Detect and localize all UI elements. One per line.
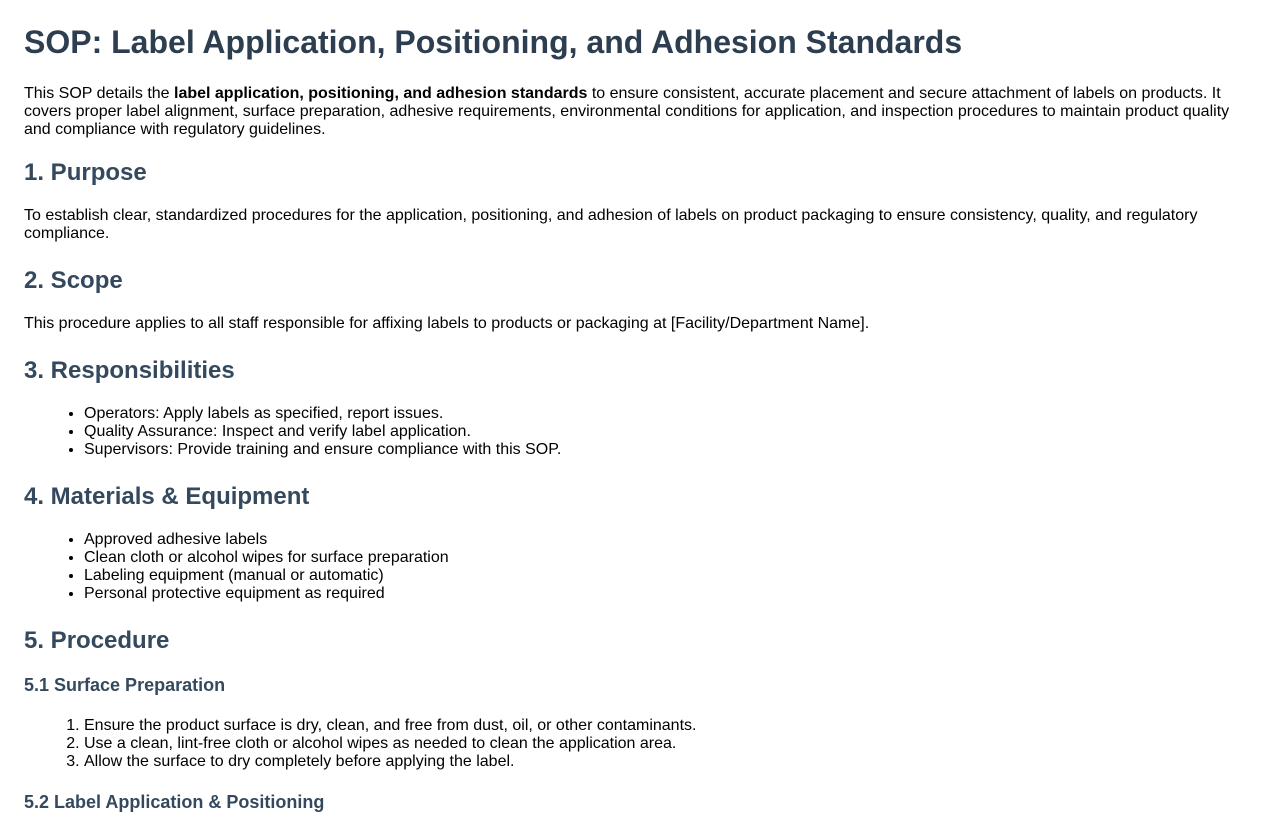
responsibilities-list [24,405,1239,459]
list-item: • Supervisors: Provide training and ensure compliance with this SOP. [84,441,1239,459]
intro-emphasis: label application, positioning, and adhesion standards [174,85,588,102]
scope-text: This procedure applies to all staff responsible for affixing labels to products or packaging at [Facility/Department Name]. [24,315,870,332]
purpose-text: To establish clear, standardized procedures for the application, positioning, and adhesion of labels on product packaging to ensure consistency, quality, and regulatory compliance. [24,207,1198,242]
list-item: • Operators: Apply labels as specified, report issues. [84,405,1239,423]
page-title: SOP: Label Application, Positioning, and Adhesion Standards [24,24,963,60]
intro-paragraph [24,85,1239,139]
intro-text-after: to ensure consistent, accurate placement and secure attachment of labels on products. It covers proper label alignment, surface preparation, adhesive requirements, environmental conditions for application, and inspection procedures to maintain product quality and compliance with regulatory guidelines. [24,85,1230,138]
materials-list [24,531,1239,603]
section-heading-responsibilities: 3. Responsibilities [24,357,235,384]
list-item: • Clean cloth or alcohol wipes for surface preparation [84,549,1239,567]
list-item: 2. Use a clean, lint-free cloth or alcohol wipes as needed to clean the application area. [84,735,1239,753]
sop-document [0,24,1263,813]
intro-text-before: This SOP details the [24,85,174,102]
list-item: 1. Ensure the product surface is dry, clean, and free from dust, oil, or other contaminants. [84,717,1239,735]
list-item: • Approved adhesive labels [84,531,1239,549]
section-heading-scope: 2. Scope [24,267,123,294]
surface-prep-steps [24,717,1239,771]
subsection-heading-surface-prep: 5.1 Surface Preparation [24,675,226,695]
list-item: • Personal protective equipment as required [84,585,1239,603]
list-item: • Labeling equipment (manual or automatic) [84,567,1239,585]
list-item: • Quality Assurance: Inspect and verify label application. [84,423,1239,441]
section-heading-materials: 4. Materials & Equipment [24,483,310,510]
subsection-heading-label-application: 5.2 Label Application & Positioning [24,792,325,812]
section-heading-procedure: 5. Procedure [24,627,170,654]
list-item: 3. Allow the surface to dry completely before applying the label. [84,753,1239,771]
section-heading-purpose: 1. Purpose [24,159,147,186]
